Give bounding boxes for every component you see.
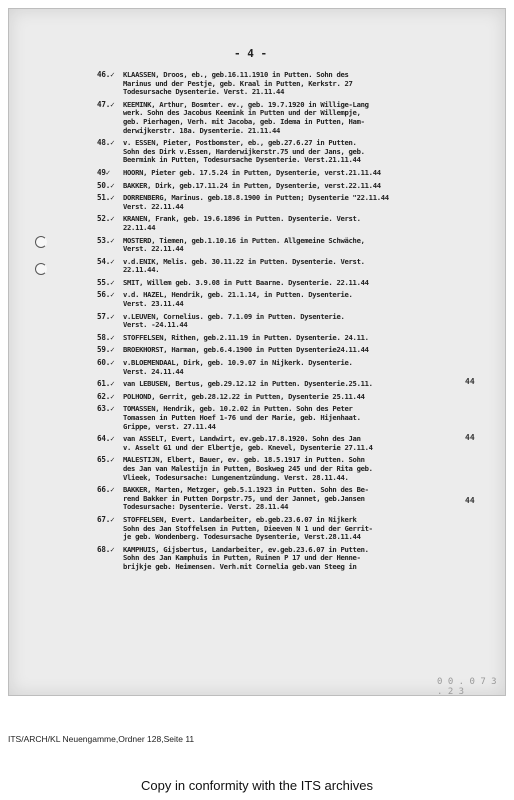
margin-mark: 44 [465, 496, 475, 505]
entry-text: v.d. HAZEL, Hendrik, geb. 21.1.14, in Putten. Dysenterie. Verst. 23.11.44 [123, 290, 353, 309]
entry-number: 48.✓ [97, 138, 115, 148]
entry-text: DORRENBERG, Marinus. geb.18.8.1900 in Putten; Dysenterie "22.11.44 Verst. 22.11.44 [123, 193, 389, 211]
entry-number: 59.✓ [97, 345, 115, 355]
entry-number: 62.✓ [97, 391, 115, 401]
list-item [97, 546, 477, 572]
entry-number: 47.✓ [97, 99, 115, 109]
entry-number: 68.✓ [97, 544, 115, 554]
list-item [97, 516, 477, 542]
entry-text: KEEMINK, Arthur, Bosmter. ev., geb. 19.7.1920 in Willige-Lang werk. Sohn des Jacobus Keemink in Putten und der Willempje, geb. Pierhagen, Verh. mit Jacoba, geb. Idema in Putten, Ham- derwijkerstr. 18a. Dysenterie. 21.11.44 [123, 99, 369, 135]
entry-number: 63.✓ [97, 404, 115, 414]
entry-text: BROEKHORST, Harman, geb.6.4.1900 in Putten Dysenterie24.11.44 [123, 345, 369, 355]
entry-number: 46.✓ [97, 70, 115, 79]
list-item [97, 215, 477, 232]
entry-number: 60.✓ [97, 358, 115, 368]
copy-conformity-note: Copy in conformity with the ITS archives [141, 778, 373, 793]
margin-mark: 44 [465, 377, 475, 386]
list-item [97, 237, 477, 254]
entry-number: 53.✓ [97, 235, 115, 245]
entry-number: 49✓ [97, 167, 111, 177]
entry-text: KAMPHUIS, Gijsbertus, Landarbeiter, ev.geb.23.6.07 in Putten. Sohn des Jan Kamphuis in Putten, Ruinen P 17 und der Henne- brijkje geb. Heimensen. Verh.mit Cornelia geb.van Steeg in [123, 544, 369, 571]
entry-number: 55.✓ [97, 277, 115, 287]
entry-number: 66.✓ [97, 485, 115, 495]
list-item [97, 182, 477, 191]
entry-text: POLHOND, Gerrit, geb.28.12.22 in Putten, Dysenterie 25.11.44 [123, 391, 365, 401]
list-item [97, 405, 477, 431]
list-item [97, 393, 477, 402]
entry-text: SMIT, Willem geb. 3.9.08 in Putt Baarne. Dysenterie. 22.11.44 [123, 277, 369, 287]
archive-reference: ITS/ARCH/KL Neuengamme,Ordner 128,Seite 11 [8, 734, 195, 744]
list-item [97, 101, 477, 135]
entry-text: v. ESSEN, Pieter, Postbomster, eb., geb.27.6.27 in Putten. Sohn des Dirk v.Essen, Harderwijkerstr.75 und der Jans, geb. Beermink in Putten, Todesursache Dysenterie. Verst.21.11.44 [123, 138, 365, 165]
list-item [97, 313, 477, 330]
punch-hole-bottom [35, 263, 47, 275]
entry-text: v.BLOEMENDAAL, Dirk, geb. 10.9.07 in Nijkerk. Dysenterie. Verst. 24.11.44 [123, 358, 353, 376]
entry-text: KLAASSEN, Droos, eb., geb.16.11.1910 in Putten. Sohn des Marinus und der Pestje, geb. Kraal in Putten, Kerkstr. 27 Todesursache Dysenterie. Verst. 21.11.44 [123, 70, 353, 97]
list-item [97, 346, 477, 355]
entry-number: 50.✓ [97, 180, 115, 190]
margin-mark: 44 [465, 433, 475, 442]
entry-text: TOMASSEN, Hendrik, geb. 10.2.02 in Putten. Sohn des Peter Tomassen in Putten Hoef 1-76 und der Marie, geb. Hijenhaat. Grippe, verst. 27.11.44 [123, 404, 361, 431]
list-item [97, 194, 477, 211]
entry-number: 57.✓ [97, 311, 115, 321]
entry-text: MOSTERD, Tiemen, geb.1.10.16 in Putten. Allgemeine Schwäche, Verst. 22.11.44 [123, 235, 365, 254]
entry-number: 58.✓ [97, 332, 115, 342]
entry-number: 65.✓ [97, 455, 115, 465]
entry-text: MALESTIJN, Elbert, Bauer, ev. geb. 18.5.1917 in Putten. Sohn des Jan van Malestijn in Putten, Boskweg 245 und der Rita geb. Vlieek, Todesursache: Lungenentzündung. Verst. 28.11.44. [123, 455, 373, 482]
entry-text: BAKKER, Marten, Metzger, geb.5.1.1923 in Putten. Sohn des Be- rend Bakker in Putten Dorpstr.75, und der Jannet, geb.Jansen Todesursache: Dysenterie. Verst. 28.11.44 [123, 485, 369, 512]
archive-stamp: 0 0 . 0 7 3 . 2 3 [437, 677, 497, 696]
punch-hole-top [35, 236, 47, 248]
entry-number: 52.✓ [97, 214, 115, 224]
entry-text: HOORN, Pieter geb. 17.5.24 in Putten, Dysenterie, verst.21.11.44 [123, 167, 381, 177]
entry-text: van LEBUSEN, Bertus, geb.29.12.12 in Putten. Dysenterie.25.11. [123, 379, 373, 389]
entry-number: 54.✓ [97, 256, 115, 266]
page-number: - 4 - [234, 47, 268, 60]
list-item [97, 486, 477, 512]
list-item [97, 359, 477, 376]
entry-number: 51.✓ [97, 193, 115, 203]
entry-number: 56.✓ [97, 290, 115, 300]
list-item [97, 279, 477, 288]
entry-text: KRANEN, Frank, geb. 19.6.1896 in Putten. Dysenterie. Verst. 22.11.44 [123, 214, 361, 232]
list-item [97, 291, 477, 308]
list-item [97, 456, 477, 482]
entry-text: BAKKER, Dirk, geb.17.11.24 in Putten, Dysenterie, verst.22.11.44 [123, 180, 381, 190]
list-item [97, 169, 477, 178]
entry-number: 61.✓ [97, 379, 115, 389]
entry-text: van ASSELT, Evert, Landwirt, ev.geb.17.8.1920. Sohn des Jan v. Asselt G1 und der Elbertje, geb. Knevel, Dysenterie 27.11.4 [123, 434, 373, 452]
entry-text: v.LEUVEN, Cornelius. geb. 7.1.09 in Putten. Dysenterie. Verst. -24.11.44 [123, 311, 345, 330]
entry-number: 64.✓ [97, 434, 115, 444]
list-item [97, 334, 477, 343]
list-item [97, 435, 477, 452]
list-item [97, 71, 477, 97]
list-item [97, 258, 477, 275]
entry-number: 67.✓ [97, 514, 115, 524]
list-item [97, 380, 477, 389]
entry-text: STOFFELSEN, Rithen, geb.2.11.19 in Putten. Dysenterie. 24.11. [123, 332, 369, 342]
list-item [97, 139, 477, 165]
entry-text: STOFFELSEN, Evert. Landarbeiter, eb.geb.23.6.07 in Nijkerk Sohn des Jan Stoffelsen in Putten, Dieeven N 1 und der Gerrit- je geb. Wondenberg. Todesursache Dysenterie, Verst.28.11.44 [123, 514, 373, 542]
entry-text: v.d.ENIK, Melis. geb. 30.11.22 in Putten. Dysenterie. Verst. 22.11.44. [123, 256, 365, 275]
archive-page-scan [8, 8, 506, 696]
entry-list [97, 71, 477, 576]
